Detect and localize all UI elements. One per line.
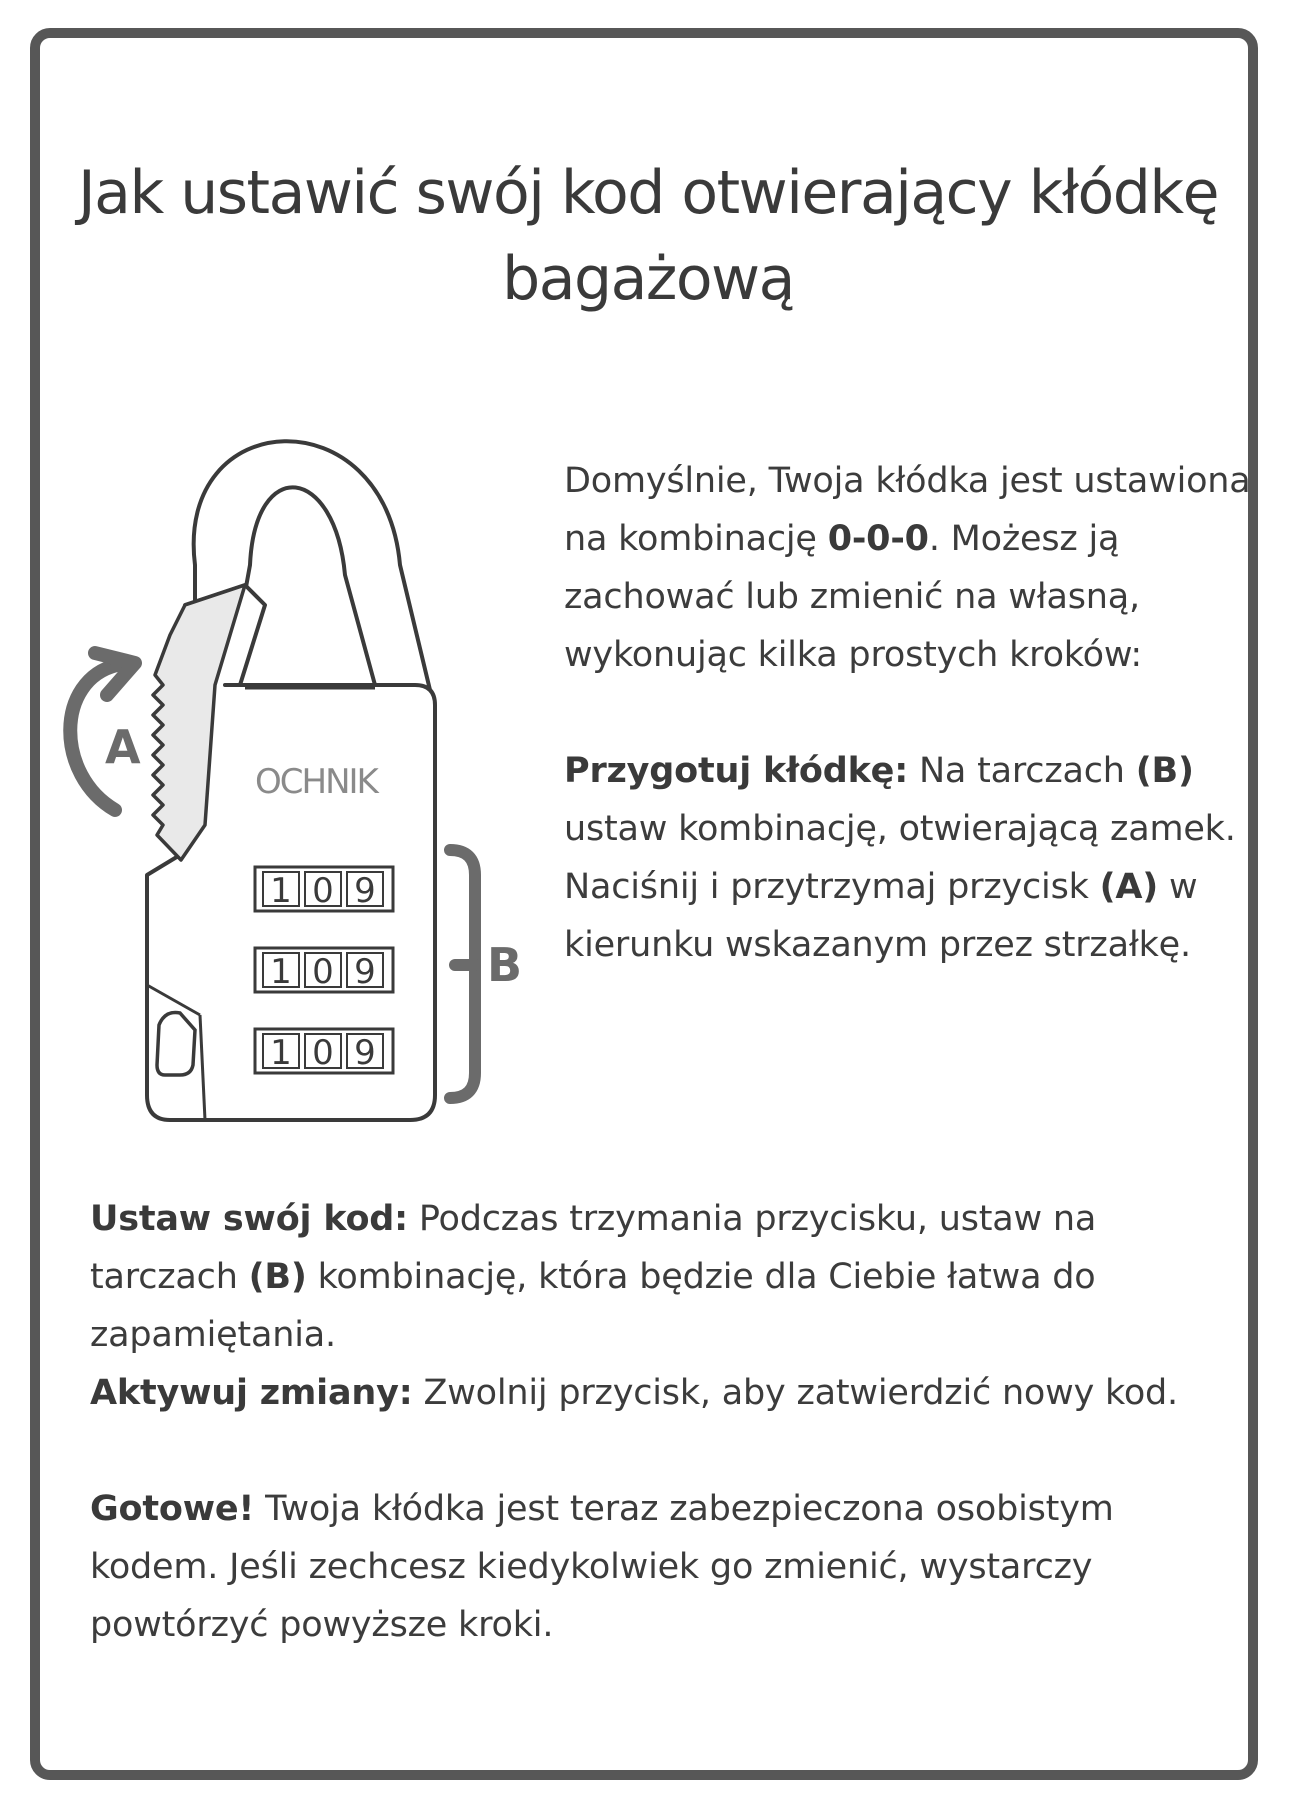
done-label: Gotowe! — [90, 1489, 255, 1529]
activate-label: Aktywuj zmiany: — [90, 1373, 413, 1413]
dial-row-2 — [255, 948, 393, 992]
key-slot — [157, 1013, 195, 1076]
dial-digit: 1 — [270, 871, 292, 911]
dial-digit: 9 — [354, 1033, 376, 1073]
dial-digit: 0 — [312, 1033, 334, 1073]
prepare-label: Przygotuj kłódkę: — [564, 751, 909, 791]
label-b: B — [487, 938, 523, 992]
prepare-step: Przygotuj kłódkę: Na tarczach (B) ustaw kombinację, otwierającą zamek. — [564, 751, 1236, 849]
steps-text — [90, 1190, 1230, 1654]
dial-digit: 0 — [312, 871, 334, 911]
label-a: A — [105, 720, 141, 774]
activate-step: Aktywuj zmiany: Zwolnij przycisk, aby zatwierdzić nowy kod. — [90, 1373, 1178, 1413]
set-code-label: Ustaw swój kod: — [90, 1199, 408, 1239]
done-paragraph: Gotowe! Twoja kłódka jest teraz zabezpieczona osobistym kodem. Jeśli zechcesz kiedykolwiek go zmienić, wystarczy powtórzyć powyższe kroki. — [90, 1489, 1114, 1645]
dial-digit: 9 — [354, 871, 376, 911]
bracket-icon — [450, 850, 475, 1098]
dial-row-1 — [255, 867, 393, 911]
press-button-step: Naciśnij i przytrzymaj przycisk (A) w kierunku wskazanym przez strzałkę. — [564, 867, 1198, 965]
page-title: Jak ustawić swój kod otwierający kłódkę bagażową — [77, 158, 1218, 314]
default-code: 0-0-0 — [827, 519, 929, 559]
dial-digit: 1 — [270, 1033, 292, 1073]
dial-digit: 9 — [354, 952, 376, 992]
brand-logo: OCHNIK — [255, 762, 377, 802]
set-code-step: Ustaw swój kod: Podczas trzymania przycisku, ustaw na tarczach (B) kombinację, która będzie dla Ciebie łatwa do zapamiętania. — [90, 1199, 1097, 1355]
dial-digit: 0 — [312, 952, 334, 992]
intro-paragraph: Domyślnie, Twoja kłódka jest ustawiona na kombinację 0-0-0. Możesz ją zachować lub zmienić na własną, wykonując kilka prostych kroków: — [564, 461, 1251, 675]
dial-row-3 — [255, 1029, 393, 1073]
padlock-illustration — [55, 405, 555, 1145]
dial-digit: 1 — [270, 952, 292, 992]
intro-and-prepare-text — [564, 452, 1254, 974]
